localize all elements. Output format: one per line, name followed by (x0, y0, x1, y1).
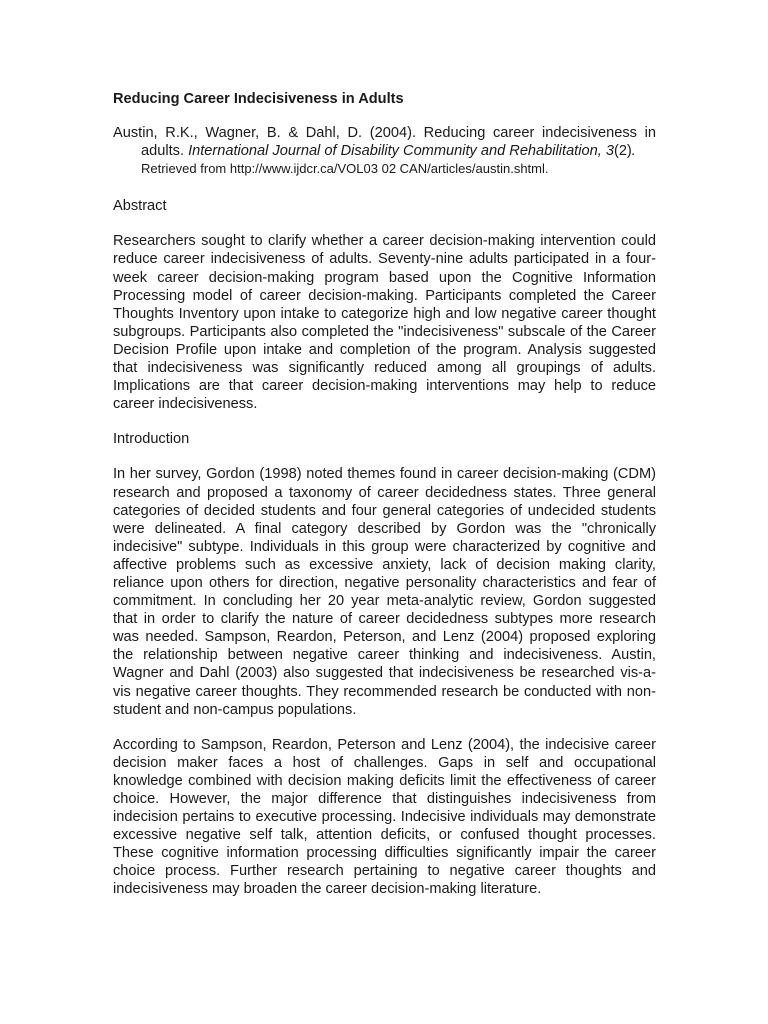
citation-issue: (2) (613, 143, 632, 160)
abstract-heading: Abstract (113, 198, 167, 215)
citation-issue-suffix: . (631, 143, 636, 160)
document-title: Reducing Career Indecisiveness in Adults (113, 91, 404, 107)
document-body (113, 90, 656, 916)
citation (113, 124, 656, 178)
introduction-heading: Introduction (113, 431, 190, 448)
citation-authors: Austin, R.K., Wagner, B. & Dahl, D. (2004). Reducing career indecisiveness in adults. (113, 125, 656, 160)
introduction-paragraph-2: According to Sampson, Reardon, Peterson and Lenz (2004), the indecisive career decision maker faces a host of challenges. Gaps in self and occupational knowledge combined with decision making deficits limit the effectiveness of career choice. However, the major difference that distinguishes indecisiveness from indecision pertains to executive processing. Indecisive individuals may demonstrate excessive negative self talk, attention deficits, or confused thought processes. These cognitive information processing difficulties significantly impair the career choice process. Further research pertaining to negative career thoughts and indecisiveness may broaden the career decision-making literature. (113, 736, 656, 898)
introduction-paragraph-1: In her survey, Gordon (1998) noted themes found in career decision-making (CDM) research and proposed a taxonomy of career decidedness states. Three general categories of decided students and four general categories of undecided students were delineated. A final category described by Gordon was the "chronically indecisive" subtype. Individuals in this group were characterized by cognitive and affective problems such as excessive anxiety, lack of decision making clarity, reliance upon others for direction, negative personality characteristics and fear of commitment. In concluding her 20 year meta-analytic review, Gordon suggested that in order to clarify the nature of career decidedness subtypes more research was needed. Sampson, Reardon, Peterson, and Lenz (2004) proposed exploring the relationship between negative career thinking and indecisiveness. Austin, Wagner and Dahl (2003) also suggested that indecisiveness be researched vis-a-vis negative career thoughts. They recommended research be conducted with non-student and non-campus populations. (113, 466, 656, 718)
citation-journal: International Journal of Disability Community and Rehabilitation, 3 (188, 143, 614, 160)
citation-retrieved: Retrieved from http://www.ijdcr.ca/VOL03 02 CAN/articles/austin.shtml. (141, 161, 549, 177)
abstract-paragraph: Researchers sought to clarify whether a career decision-making intervention could reduce career indecisiveness of adults. Seventy-nine adults participated in a four-week career decision-making program based upon the Cognitive Information Processing model of career decision-making. Participants completed the Career Thoughts Inventory upon intake to categorize high and low negative career thought subgroups. Participants also completed the "indecisiveness" subscale of the Career Decision Profile upon intake and completion of the program. Analysis suggested that indecisiveness was significantly reduced among all groupings of adults. Implications are that career decision-making interventions may help to reduce career indecisiveness. (113, 233, 656, 413)
